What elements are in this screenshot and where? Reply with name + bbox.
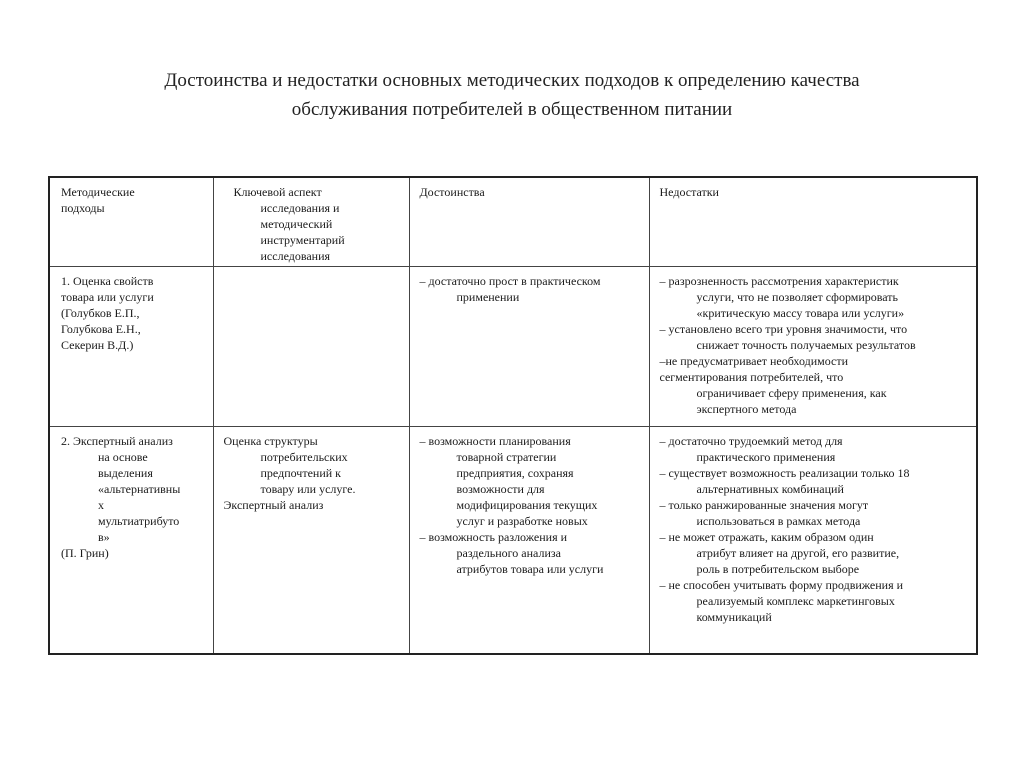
list-item-continuation xyxy=(420,449,643,529)
header-text: Методические xyxy=(61,185,135,199)
cell-text: 2. Экспертный анализ xyxy=(61,434,173,448)
cell-text: товару или услуге. xyxy=(260,482,356,496)
list-item-text: предприятия, сохраняя xyxy=(456,466,574,480)
header-cell-approaches xyxy=(49,177,213,267)
list-item-text: – достаточно трудоемкий метод для xyxy=(659,434,843,448)
list-item-text: – установлено всего три уровня значимости, что xyxy=(659,322,908,336)
list-item-text: атрибутов товара или услуги xyxy=(456,562,604,576)
cell-text-continuation xyxy=(224,449,403,497)
list-item-text: экспертного метода xyxy=(696,402,797,416)
cell-text: товара или услуги xyxy=(61,290,154,304)
list-item-text: роль в потребительском выборе xyxy=(696,562,860,576)
cell-text: (Голубков Е.П., xyxy=(61,306,140,320)
header-text: инструментарий xyxy=(260,233,345,247)
list-item-text: товарной стратегии xyxy=(456,450,557,464)
header-cell-advantages xyxy=(409,177,649,267)
table-header-row xyxy=(49,177,977,267)
list-item-text: – существует возможность реализации только 18 xyxy=(659,466,910,480)
list-item-text: – не способен учитывать форму продвижения и xyxy=(659,578,904,592)
header-cell-disadvantages xyxy=(649,177,977,267)
disadvantages-cell xyxy=(649,427,977,655)
list-item-text: модифицирования текущих xyxy=(456,498,598,512)
list-item-continuation xyxy=(660,481,971,497)
table-row xyxy=(49,427,977,655)
cell-text: на основе xyxy=(98,450,148,464)
list-item-text: раздельного анализа xyxy=(456,546,561,560)
cell-text: в» xyxy=(98,530,110,544)
list-item-continuation xyxy=(660,289,971,321)
list-item-continuation xyxy=(420,545,643,577)
cell-text: Оценка структуры xyxy=(223,434,318,448)
list-item-text: снижает точность получаемых результатов xyxy=(696,338,916,352)
list-item-text: услуги, что не позволяет сформировать xyxy=(696,290,899,304)
list-item-text: коммуникаций xyxy=(696,610,772,624)
aspect-cell xyxy=(213,427,409,655)
table-row xyxy=(49,267,977,427)
header-text: методический xyxy=(260,217,333,231)
cell-text-continuation xyxy=(61,449,207,545)
disadvantages-cell xyxy=(649,267,977,427)
cell-text: Секерин В.Д.) xyxy=(61,338,134,352)
cell-text: предпочтений к xyxy=(260,466,342,480)
list-item-text: – не может отражать, каким образом один xyxy=(659,530,874,544)
list-item-continuation xyxy=(660,385,971,417)
header-text: подходы xyxy=(61,201,105,215)
header-text: исследования xyxy=(260,249,331,263)
title-line-1: Достоинства и недостатки основных методических подходов к определению качества xyxy=(164,70,860,91)
list-item-continuation xyxy=(660,449,971,465)
list-item-text: использоваться в рамках метода xyxy=(696,514,861,528)
header-text-continuation xyxy=(224,200,403,264)
advantages-cell xyxy=(409,427,649,655)
list-item-continuation xyxy=(660,593,971,625)
cell-text: (П. Грин) xyxy=(61,546,109,560)
cell-text: Экспертный анализ xyxy=(223,498,324,512)
list-item-continuation xyxy=(660,545,971,577)
header-text: Недостатки xyxy=(659,185,719,199)
title-line-2: обслуживания потребителей в общественном питании xyxy=(291,99,733,120)
list-item-text: – возможность разложения и xyxy=(419,530,568,544)
cell-text: мультиатрибуто xyxy=(98,514,180,528)
cell-text: «альтернативны xyxy=(98,482,181,496)
list-item-text: практического применения xyxy=(696,450,836,464)
header-text: Ключевой аспект xyxy=(233,185,322,199)
cell-text: х xyxy=(98,498,104,512)
list-item-text: – разрозненность рассмотрения характеристик xyxy=(659,274,899,288)
comparison-table xyxy=(48,176,978,655)
list-item-text: – только ранжированные значения могут xyxy=(659,498,869,512)
approach-cell xyxy=(49,427,213,655)
list-item-text: –не предусматривает необходимости xyxy=(659,354,849,368)
list-item-continuation xyxy=(420,289,643,305)
list-item-text: – достаточно прост в практическом xyxy=(419,274,601,288)
header-text: Достоинства xyxy=(419,185,485,199)
list-item-continuation xyxy=(660,337,971,353)
header-cell-key-aspect xyxy=(213,177,409,267)
header-text: исследования и xyxy=(260,201,340,215)
approach-cell xyxy=(49,267,213,427)
cell-text: Голубкова Е.Н., xyxy=(61,322,141,336)
list-item-text: ограничивает сферу применения, как xyxy=(696,386,887,400)
cell-text: 1. Оценка свойств xyxy=(61,274,154,288)
list-item-text: атрибут влияет на другой, его развитие, xyxy=(696,546,900,560)
document-title xyxy=(60,66,964,124)
list-item-text: применении xyxy=(456,290,520,304)
list-item-text: «критическую массу товара или услуги» xyxy=(696,306,905,320)
list-item-text: альтернативных комбинаций xyxy=(696,482,844,496)
list-item-text: сегментирования потребителей, что xyxy=(659,370,844,384)
list-item-text: услуг и разработке новых xyxy=(456,514,588,528)
cell-text: потребительских xyxy=(260,450,348,464)
list-item-text: реализуемый комплекс маркетинговых xyxy=(696,594,895,608)
list-item-text: – возможности планирования xyxy=(419,434,571,448)
list-item-text: возможности для xyxy=(456,482,545,496)
cell-text: выделения xyxy=(98,466,153,480)
list-item-continuation xyxy=(660,513,971,529)
advantages-cell xyxy=(409,267,649,427)
aspect-cell xyxy=(213,267,409,427)
